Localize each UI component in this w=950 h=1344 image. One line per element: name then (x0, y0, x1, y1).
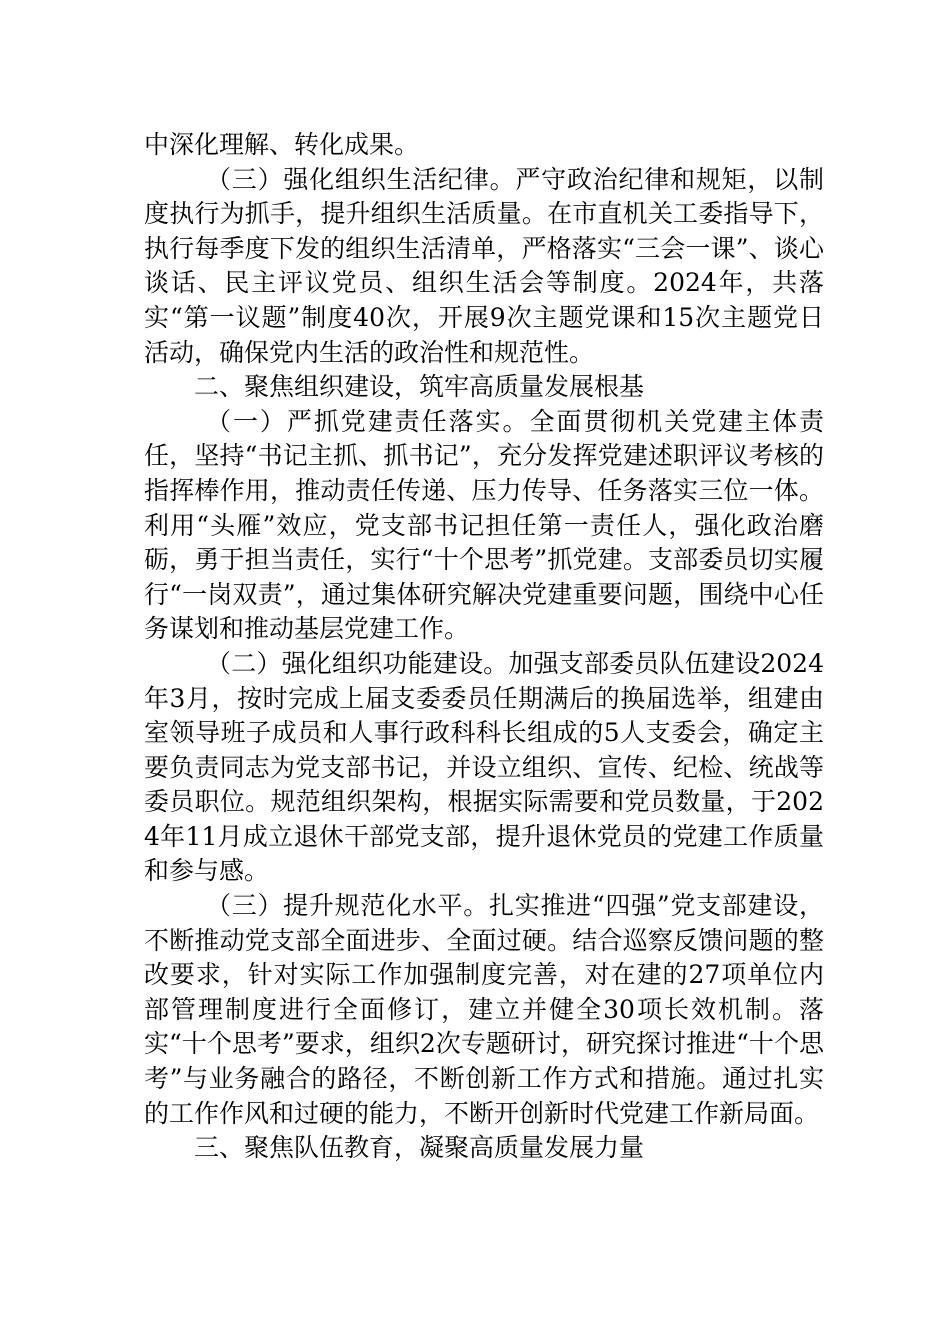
paragraph-organization-life-discipline: （三）强化组织生活纪律。严守政治纪律和规矩，以制度执行为抓手，提升组织生活质量。在市直机关工委指导下，执行每季度下发的组织生活清单，严格落实“三会一课”、谈心谈话、民主评议党员、组织生活会等制度。2024年，共落实“第一议题”制度40次，开展9次主题党课和15次主题党日活动，确保党内生活的政治性和规范性。 (144, 164, 824, 367)
document-body (144, 128, 824, 1166)
paragraph-organization-function: （二）强化组织功能建设。加强支部委员队伍建设2024年3月，按时完成上届支委委员任期满后的换届选举，组建由室领导班子成员和人事行政科科长组成的5人支委会，确定主要负责同志为党支部书记，并设立组织、宣传、纪检、统战等委员职位。规范组织架构，根据实际需要和党员数量，于2024年11月成立退休干部党支部，提升退休党员的党建工作质量和参与感。 (144, 648, 824, 886)
section-heading-team-education: 三、聚焦队伍教育，凝聚高质量发展力量 (194, 1133, 645, 1163)
paragraph-party-responsibility: （一）严抓党建责任落实。全面贯彻机关党建主体责任，坚持“书记主抓、抓书记”，充分发挥党建述职评议考核的指挥棒作用，推动责任传递、压力传导、任务落实三位一体。利用“头雁”效应，党支部书记担任第一责任人，强化政治磨砺，勇于担当责任，实行“十个思考”抓党建。支部委员切实履行“一岗双责”，通过集体研究解决党建重要问题，围绕中心任务谋划和推动基层党建工作。 (144, 406, 824, 644)
paragraph-continuation: 中深化理解、转化成果。 (144, 130, 420, 159)
section-heading-organization-building: 二、聚焦组织建设，筑牢高质量发展根基 (194, 372, 645, 402)
paragraph-standardization: （三）提升规范化水平。扎实推进“四强”党支部建设，不断推动党支部全面进步、全面过硬。结合巡察反馈问题的整改要求，针对实际工作加强制度完善，对在建的27项单位内部管理制度进行全面修订，建立并健全30项长效机制。落实“十个思考”要求，组织2次专题研讨，研究探讨推进“十个思考”与业务融合的路径，不断创新工作方式和措施。通过扎实的工作作风和过硬的能力，不断开创新时代党建工作新局面。 (144, 891, 824, 1128)
